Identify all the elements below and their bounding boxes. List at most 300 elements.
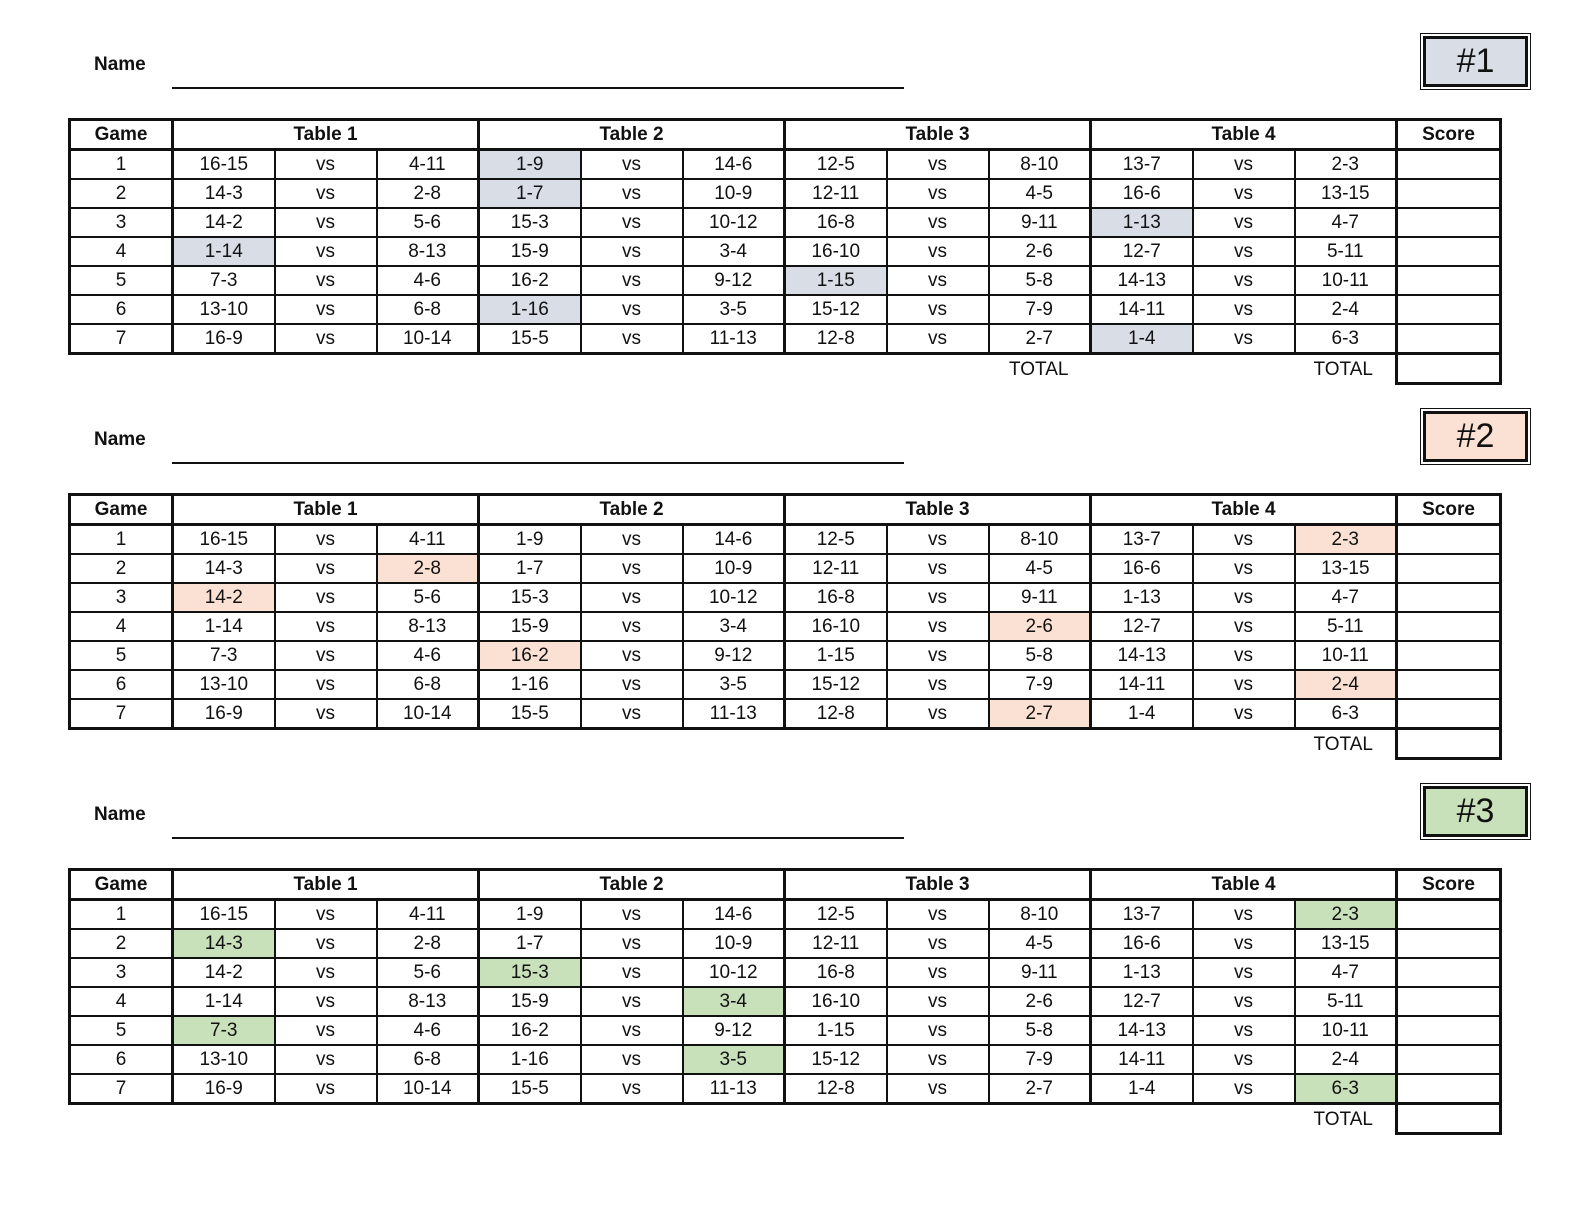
pairing-cell: 4-6	[377, 1016, 479, 1045]
pairing-cell: 12-7	[1091, 612, 1193, 641]
pairing-cell: 3-5	[683, 295, 785, 324]
pairing-cell: 1-9	[479, 525, 581, 555]
vs-label: vs	[581, 150, 683, 180]
score-cell[interactable]	[1397, 179, 1501, 208]
pairing-cell: 15-9	[479, 237, 581, 266]
name-label: Name	[94, 429, 146, 450]
table-header-3: Table 3	[785, 870, 1091, 900]
pairing-cell: 13-7	[1091, 150, 1193, 180]
vs-label: vs	[1193, 699, 1295, 729]
pairing-cell: 16-6	[1091, 554, 1193, 583]
highlighted-pairing-cell: 14-2	[173, 583, 275, 612]
pairing-cell: 7-9	[989, 1045, 1091, 1074]
pairing-cell: 14-2	[173, 958, 275, 987]
pairing-cell: 7-9	[989, 670, 1091, 699]
game-row	[70, 929, 1501, 958]
pairing-cell: 8-10	[989, 150, 1091, 180]
highlighted-pairing-cell: 1-15	[785, 266, 887, 295]
pairing-cell: 1-4	[1091, 699, 1193, 729]
pairing-cell: 5-11	[1295, 612, 1397, 641]
game-row	[70, 237, 1501, 266]
vs-label: vs	[1193, 266, 1295, 295]
total-label: TOTAL	[1313, 733, 1373, 755]
table-header-1: Table 1	[173, 495, 479, 525]
game-row	[70, 1045, 1501, 1074]
vs-label: vs	[1193, 179, 1295, 208]
pairing-cell: 1-9	[479, 900, 581, 930]
pairing-cell: 10-11	[1295, 641, 1397, 670]
pairing-cell: 12-11	[785, 554, 887, 583]
highlighted-pairing-cell: 2-4	[1295, 670, 1397, 699]
pairing-cell: 14-11	[1091, 1045, 1193, 1074]
game-row	[70, 699, 1501, 729]
vs-label: vs	[1193, 1074, 1295, 1104]
game-row	[70, 900, 1501, 930]
vs-label: vs	[275, 641, 377, 670]
highlighted-pairing-cell: 1-14	[173, 237, 275, 266]
pairing-cell: 8-13	[377, 237, 479, 266]
pairing-cell: 8-13	[377, 987, 479, 1016]
pairing-cell: 2-8	[377, 929, 479, 958]
game-number: 6	[70, 295, 173, 324]
pairing-cell: 16-6	[1091, 179, 1193, 208]
table-header-4: Table 4	[1091, 495, 1397, 525]
pairing-cell: 2-4	[1295, 295, 1397, 324]
pairing-cell: 1-16	[479, 1045, 581, 1074]
game-row	[70, 583, 1501, 612]
sheet-number-badge: #3	[1423, 786, 1528, 837]
vs-label: vs	[887, 295, 989, 324]
vs-label: vs	[275, 900, 377, 930]
name-write-line[interactable]	[172, 462, 904, 464]
pairing-cell: 11-13	[683, 324, 785, 354]
pairing-cell: 12-11	[785, 929, 887, 958]
game-number: 2	[70, 179, 173, 208]
vs-label: vs	[887, 641, 989, 670]
vs-label: vs	[275, 699, 377, 729]
pairing-cell: 13-15	[1295, 179, 1397, 208]
pairing-cell: 3-4	[683, 612, 785, 641]
vs-label: vs	[581, 237, 683, 266]
pairing-cell: 1-16	[479, 670, 581, 699]
pairing-cell: 5-11	[1295, 987, 1397, 1016]
pairing-cell: 5-8	[989, 1016, 1091, 1045]
vs-label: vs	[887, 237, 989, 266]
pairing-cell: 4-7	[1295, 208, 1397, 237]
score-cell[interactable]	[1397, 1074, 1501, 1104]
vs-label: vs	[581, 929, 683, 958]
score-cell[interactable]	[1397, 699, 1501, 729]
vs-label: vs	[581, 324, 683, 354]
game-row	[70, 179, 1501, 208]
pairing-cell: 10-14	[377, 324, 479, 354]
score-cell[interactable]	[1397, 324, 1501, 354]
vs-label: vs	[581, 699, 683, 729]
pairing-cell: 9-12	[683, 641, 785, 670]
game-row	[70, 266, 1501, 295]
vs-label: vs	[275, 1074, 377, 1104]
highlighted-pairing-cell: 1-13	[1091, 208, 1193, 237]
vs-label: vs	[1193, 150, 1295, 180]
vs-label: vs	[581, 670, 683, 699]
highlighted-pairing-cell: 6-3	[1295, 1074, 1397, 1104]
total-label: TOTAL	[1313, 358, 1373, 380]
vs-label: vs	[275, 987, 377, 1016]
table-header-2: Table 2	[479, 870, 785, 900]
table-header-4: Table 4	[1091, 870, 1397, 900]
pairing-cell: 13-7	[1091, 900, 1193, 930]
pairing-cell: 4-5	[989, 554, 1091, 583]
pairing-cell: 10-11	[1295, 1016, 1397, 1045]
pairing-cell: 1-14	[173, 612, 275, 641]
pairing-cell: 12-7	[1091, 237, 1193, 266]
pairing-cell: 1-13	[1091, 958, 1193, 987]
table-header-2: Table 2	[479, 495, 785, 525]
header-row	[70, 120, 1501, 150]
game-number: 2	[70, 929, 173, 958]
vs-label: vs	[887, 958, 989, 987]
schedule-table	[68, 118, 1502, 385]
game-number: 6	[70, 1045, 173, 1074]
game-number: 5	[70, 266, 173, 295]
pairing-cell: 13-15	[1295, 929, 1397, 958]
pairing-cell: 10-12	[683, 583, 785, 612]
pairing-cell: 4-6	[377, 266, 479, 295]
pairing-cell: 1-4	[1091, 1074, 1193, 1104]
game-row	[70, 324, 1501, 354]
score-cell[interactable]	[1397, 525, 1501, 555]
pairing-cell: 12-8	[785, 324, 887, 354]
pairing-cell: 12-7	[1091, 987, 1193, 1016]
game-number: 3	[70, 583, 173, 612]
vs-label: vs	[1193, 929, 1295, 958]
pairing-cell: 2-6	[989, 237, 1091, 266]
pairing-cell: 6-8	[377, 295, 479, 324]
pairing-cell: 2-3	[1295, 150, 1397, 180]
pairing-cell: 10-9	[683, 554, 785, 583]
pairing-cell: 4-7	[1295, 583, 1397, 612]
pairing-cell: 2-7	[989, 324, 1091, 354]
vs-label: vs	[275, 583, 377, 612]
pairing-cell: 10-14	[377, 1074, 479, 1104]
table-header-3: Table 3	[785, 120, 1091, 150]
game-number: 7	[70, 1074, 173, 1104]
highlighted-pairing-cell: 7-3	[173, 1016, 275, 1045]
vs-label: vs	[581, 554, 683, 583]
vs-label: vs	[887, 1016, 989, 1045]
pairing-cell: 5-6	[377, 208, 479, 237]
vs-label: vs	[275, 208, 377, 237]
vs-label: vs	[887, 150, 989, 180]
score-cell[interactable]	[1397, 295, 1501, 324]
pairing-cell: 7-3	[173, 641, 275, 670]
vs-label: vs	[887, 525, 989, 555]
game-row	[70, 150, 1501, 180]
schedule-table	[68, 493, 1502, 760]
score-cell[interactable]	[1397, 150, 1501, 180]
pairing-cell: 14-6	[683, 900, 785, 930]
pairing-cell: 16-10	[785, 612, 887, 641]
vs-label: vs	[1193, 583, 1295, 612]
game-row	[70, 208, 1501, 237]
vs-label: vs	[1193, 670, 1295, 699]
score-cell[interactable]	[1397, 929, 1501, 958]
vs-label: vs	[275, 266, 377, 295]
total-score-box[interactable]	[1397, 1104, 1501, 1134]
pairing-cell: 16-10	[785, 237, 887, 266]
pairing-cell: 12-5	[785, 900, 887, 930]
vs-label: vs	[275, 1045, 377, 1074]
pairing-cell: 14-2	[173, 208, 275, 237]
table-header-1: Table 1	[173, 870, 479, 900]
vs-label: vs	[275, 1016, 377, 1045]
pairing-cell: 15-9	[479, 612, 581, 641]
score-sheet-1	[0, 0, 1588, 380]
pairing-cell: 14-3	[173, 179, 275, 208]
game-header: Game	[70, 495, 173, 525]
spacer	[70, 1104, 1091, 1134]
vs-label: vs	[275, 150, 377, 180]
pairing-cell: 6-3	[1295, 699, 1397, 729]
vs-label: vs	[581, 208, 683, 237]
highlighted-pairing-cell: 15-3	[479, 958, 581, 987]
highlighted-pairing-cell: 2-6	[989, 612, 1091, 641]
pairing-cell: 13-15	[1295, 554, 1397, 583]
pairing-cell: 14-11	[1091, 295, 1193, 324]
vs-label: vs	[275, 237, 377, 266]
pairing-cell: 16-2	[479, 1016, 581, 1045]
pairing-cell: 15-12	[785, 1045, 887, 1074]
pairing-cell: 10-9	[683, 179, 785, 208]
vs-label: vs	[1193, 554, 1295, 583]
vs-label: vs	[1193, 324, 1295, 354]
highlighted-pairing-cell: 3-5	[683, 1045, 785, 1074]
pairing-cell: 10-14	[377, 699, 479, 729]
pairing-cell: 7-9	[989, 295, 1091, 324]
score-cell[interactable]	[1397, 900, 1501, 930]
pairing-cell: 3-4	[683, 237, 785, 266]
pairing-cell: 14-13	[1091, 266, 1193, 295]
name-write-line[interactable]	[172, 87, 904, 89]
highlighted-pairing-cell: 1-4	[1091, 324, 1193, 354]
pairing-cell: 1-14	[173, 987, 275, 1016]
pairing-cell: 16-6	[1091, 929, 1193, 958]
score-cell[interactable]	[1397, 583, 1501, 612]
pairing-cell: 16-8	[785, 583, 887, 612]
vs-label: vs	[581, 958, 683, 987]
pairing-cell: 2-8	[377, 179, 479, 208]
pairing-cell: 9-11	[989, 583, 1091, 612]
pairing-cell: 16-9	[173, 324, 275, 354]
vs-label: vs	[581, 1045, 683, 1074]
highlighted-pairing-cell: 2-3	[1295, 900, 1397, 930]
pairing-cell: 16-9	[173, 1074, 275, 1104]
vs-label: vs	[1193, 295, 1295, 324]
pairing-cell: 9-12	[683, 266, 785, 295]
game-number: 7	[70, 324, 173, 354]
vs-label: vs	[581, 1074, 683, 1104]
pairing-cell: 14-13	[1091, 641, 1193, 670]
pairing-cell: 16-8	[785, 208, 887, 237]
pairing-cell: 14-6	[683, 150, 785, 180]
game-number: 4	[70, 987, 173, 1016]
vs-label: vs	[1193, 958, 1295, 987]
pairing-cell: 10-12	[683, 958, 785, 987]
pairing-cell: 8-13	[377, 612, 479, 641]
score-cell[interactable]	[1397, 987, 1501, 1016]
game-row	[70, 670, 1501, 699]
vs-label: vs	[581, 1016, 683, 1045]
vs-label: vs	[887, 583, 989, 612]
vs-label: vs	[581, 987, 683, 1016]
table-header-2: Table 2	[479, 120, 785, 150]
vs-label: vs	[1193, 525, 1295, 555]
pairing-cell: 9-11	[989, 958, 1091, 987]
vs-label: vs	[275, 525, 377, 555]
vs-label: vs	[1193, 987, 1295, 1016]
game-row	[70, 987, 1501, 1016]
score-cell[interactable]	[1397, 266, 1501, 295]
pairing-cell: 13-7	[1091, 525, 1193, 555]
game-number: 1	[70, 900, 173, 930]
highlighted-pairing-cell: 2-3	[1295, 525, 1397, 555]
highlighted-pairing-cell: 14-3	[173, 929, 275, 958]
pairing-cell: 13-10	[173, 1045, 275, 1074]
vs-label: vs	[581, 179, 683, 208]
score-cell[interactable]	[1397, 641, 1501, 670]
pairing-cell: 14-11	[1091, 670, 1193, 699]
pairing-cell: 15-3	[479, 583, 581, 612]
game-row	[70, 1074, 1501, 1104]
pairing-cell: 1-15	[785, 641, 887, 670]
score-sheet-2	[0, 375, 1588, 755]
game-row	[70, 525, 1501, 555]
score-cell[interactable]	[1397, 1016, 1501, 1045]
pairing-cell: 16-15	[173, 525, 275, 555]
score-cell[interactable]	[1397, 1045, 1501, 1074]
total-label: TOTAL	[1009, 358, 1069, 380]
pairing-cell: 6-8	[377, 1045, 479, 1074]
score-cell[interactable]	[1397, 237, 1501, 266]
vs-label: vs	[1193, 900, 1295, 930]
table-header-1: Table 1	[173, 120, 479, 150]
pairing-cell: 14-3	[173, 554, 275, 583]
name-label: Name	[94, 54, 146, 75]
schedule-table	[68, 868, 1502, 1135]
game-row	[70, 958, 1501, 987]
score-cell[interactable]	[1397, 670, 1501, 699]
vs-label: vs	[887, 987, 989, 1016]
pairing-cell: 1-13	[1091, 583, 1193, 612]
pairing-cell: 7-3	[173, 266, 275, 295]
pairing-cell: 9-12	[683, 1016, 785, 1045]
pairing-cell: 13-10	[173, 295, 275, 324]
game-number: 6	[70, 670, 173, 699]
pairing-cell: 12-5	[785, 525, 887, 555]
vs-label: vs	[887, 612, 989, 641]
vs-label: vs	[887, 179, 989, 208]
highlighted-pairing-cell: 1-9	[479, 150, 581, 180]
pairing-cell: 12-8	[785, 1074, 887, 1104]
pairing-cell: 5-8	[989, 266, 1091, 295]
vs-label: vs	[887, 266, 989, 295]
score-cell[interactable]	[1397, 958, 1501, 987]
vs-label: vs	[887, 554, 989, 583]
pairing-cell: 16-10	[785, 987, 887, 1016]
pairing-cell: 15-9	[479, 987, 581, 1016]
vs-label: vs	[275, 295, 377, 324]
highlighted-pairing-cell: 3-4	[683, 987, 785, 1016]
vs-label: vs	[1193, 1045, 1295, 1074]
pairing-cell: 15-12	[785, 670, 887, 699]
pairing-cell: 15-12	[785, 295, 887, 324]
pairing-cell: 16-8	[785, 958, 887, 987]
vs-label: vs	[275, 179, 377, 208]
pairing-cell: 5-6	[377, 583, 479, 612]
game-number: 5	[70, 1016, 173, 1045]
game-header: Game	[70, 870, 173, 900]
game-number: 4	[70, 612, 173, 641]
pairing-cell: 8-10	[989, 900, 1091, 930]
vs-label: vs	[581, 583, 683, 612]
vs-label: vs	[275, 670, 377, 699]
highlighted-pairing-cell: 16-2	[479, 641, 581, 670]
pairing-cell: 9-11	[989, 208, 1091, 237]
game-number: 4	[70, 237, 173, 266]
highlighted-pairing-cell: 2-8	[377, 554, 479, 583]
pairing-cell: 4-6	[377, 641, 479, 670]
score-cell[interactable]	[1397, 554, 1501, 583]
game-number: 5	[70, 641, 173, 670]
vs-label: vs	[887, 324, 989, 354]
game-row	[70, 612, 1501, 641]
pairing-cell: 15-5	[479, 1074, 581, 1104]
game-row	[70, 554, 1501, 583]
vs-label: vs	[581, 295, 683, 324]
vs-label: vs	[581, 266, 683, 295]
vs-label: vs	[887, 929, 989, 958]
pairing-cell: 4-5	[989, 929, 1091, 958]
highlighted-pairing-cell: 1-16	[479, 295, 581, 324]
vs-label: vs	[1193, 641, 1295, 670]
pairing-cell: 5-6	[377, 958, 479, 987]
total-label: TOTAL	[1313, 1108, 1373, 1130]
game-number: 3	[70, 958, 173, 987]
pairing-cell: 16-2	[479, 266, 581, 295]
pairing-cell: 12-5	[785, 150, 887, 180]
vs-label: vs	[581, 612, 683, 641]
vs-label: vs	[581, 900, 683, 930]
vs-label: vs	[581, 641, 683, 670]
pairing-cell: 4-11	[377, 525, 479, 555]
game-row	[70, 641, 1501, 670]
score-cell[interactable]	[1397, 208, 1501, 237]
highlighted-pairing-cell: 1-7	[479, 179, 581, 208]
game-number: 1	[70, 150, 173, 180]
sheet-number-badge: #1	[1423, 36, 1528, 87]
vs-label: vs	[1193, 208, 1295, 237]
game-number: 2	[70, 554, 173, 583]
pairing-cell: 10-11	[1295, 266, 1397, 295]
vs-label: vs	[275, 612, 377, 641]
pairing-cell: 12-8	[785, 699, 887, 729]
pairing-cell: 12-11	[785, 179, 887, 208]
vs-label: vs	[887, 670, 989, 699]
name-write-line[interactable]	[172, 837, 904, 839]
pairing-cell: 2-7	[989, 1074, 1091, 1104]
pairing-cell: 5-11	[1295, 237, 1397, 266]
score-cell[interactable]	[1397, 612, 1501, 641]
